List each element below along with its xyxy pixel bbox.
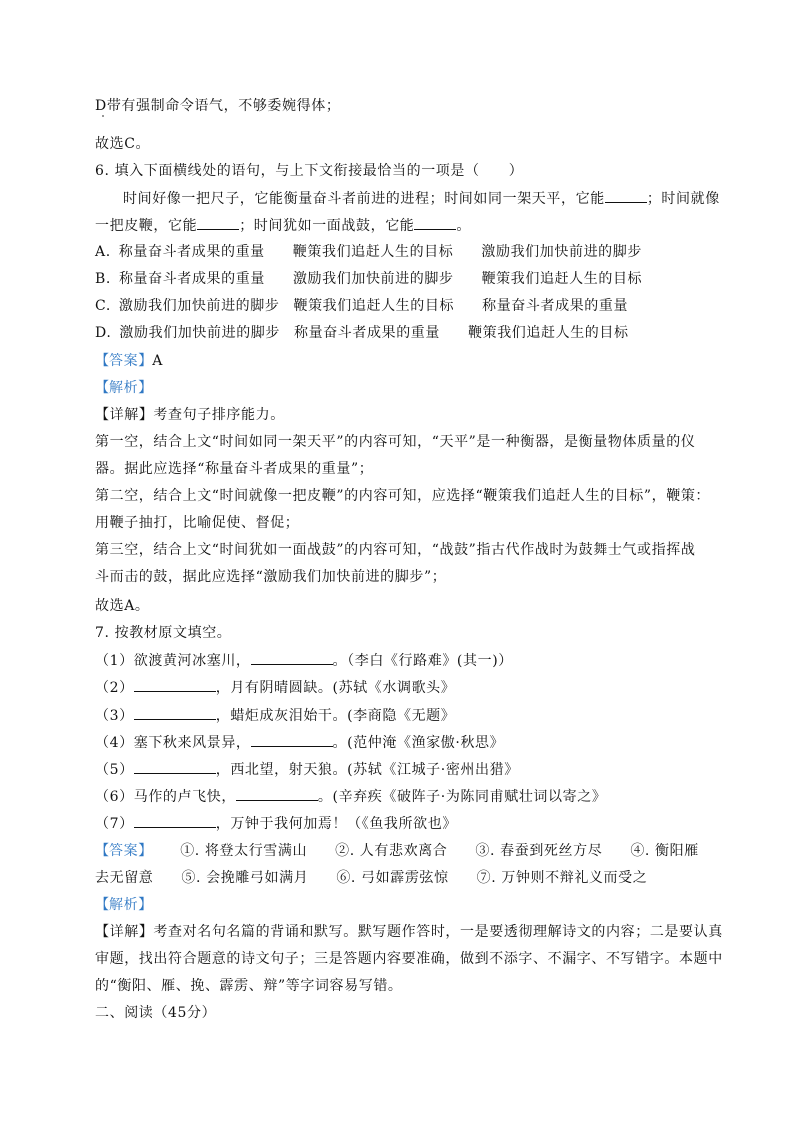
q6-blank-1 bbox=[605, 188, 647, 203]
q6-blank2-line2: 用鞭子抽打，比喻促使、督促； bbox=[95, 515, 300, 531]
q6-option-d: D. 激励我们加快前进的脚步 称量奋斗者成果的重量 鞭策我们追赶人生的目标 bbox=[95, 325, 629, 341]
q7-item-2: （2） ，月有阴晴圆缺。(苏轼《水调歌头》 bbox=[95, 677, 455, 698]
q6-blank2-line1: 第二空，结合上文“时间就像一把皮鞭”的内容可知，应选择“鞭策我们追赶人生的目标”，鞭策： bbox=[95, 488, 711, 504]
q6-blank-2 bbox=[197, 215, 239, 230]
q7-analysis-tag: 【解析】 bbox=[95, 897, 153, 913]
q6-blank-3 bbox=[414, 215, 456, 230]
q6-blank1-line1: 第一空，结合上文“时间如同一架天平”的内容可知，“天平”是一种衡器，是衡量物体质量的仪 bbox=[95, 434, 696, 450]
q6-stem: 6. 填入下面横线处的语句，与上下文衔接最恰当的一项是（ ） bbox=[95, 163, 524, 179]
section-title: 二、阅读（45分） bbox=[95, 1005, 217, 1021]
prev-d-note: D带有强制命令语气，不够委婉得体； bbox=[95, 98, 341, 114]
answer-tag: 【答案】 bbox=[95, 843, 153, 859]
detail-tag: 【详解】 bbox=[95, 407, 154, 423]
q7-blank-6 bbox=[236, 786, 318, 801]
q6-analysis-tag: 【解析】 bbox=[95, 380, 153, 396]
q6-blank1-line2: 器。据此应选择“称量奋斗者成果的重量”； bbox=[95, 461, 374, 477]
q6-conclusion: 故选A。 bbox=[95, 598, 150, 614]
q7-item-3: （3） ，蜡炬成灰泪始干。(李商隐《无题》 bbox=[95, 705, 455, 726]
q7-item-4: （4）塞下秋来风景异， 。(范仲淹《渔家傲·秋思》 bbox=[95, 732, 504, 753]
q7-detail-line1: 【详解】考查对名句名篇的背诵和默写。默写题作答时，一是要透彻理解诗文的内容；二是要认真 bbox=[95, 924, 723, 940]
prev-conclusion: 故选C。 bbox=[95, 136, 151, 152]
q6-passage-line2: 一把皮鞭，它能 ；时间犹如一面战鼓，它能 。 bbox=[95, 215, 471, 236]
q7-blank-7 bbox=[134, 813, 216, 828]
q7-item-1: （1）欲渡黄河冰塞川， 。（李白《行路难》(其一)） bbox=[95, 650, 513, 671]
q7-item-7: （7） ，万钟于我何加焉！（《鱼我所欲也》 bbox=[95, 813, 457, 834]
q6-blank3-line2: 斗而击的鼓，据此应选择“激励我们加快前进的脚步”； bbox=[95, 569, 447, 585]
q7-blank-4 bbox=[251, 732, 333, 747]
answer-tag: 【答案】 bbox=[95, 353, 153, 369]
q6-answer: 【答案】A bbox=[95, 353, 163, 369]
q7-blank-1 bbox=[251, 650, 333, 665]
q6-passage-line1: 时间好像一把尺子，它能衡量奋斗者前进的进程；时间如同一架天平，它能 ；时间就像 bbox=[123, 188, 720, 209]
q6-detail: 【详解】考查句子排序能力。 bbox=[95, 407, 285, 423]
q7-item-5: （5） ，西北望，射天狼。(苏轼《江城子·密州出猎》 bbox=[95, 759, 519, 780]
q6-option-b: B. 称量奋斗者成果的重量 激励我们加快前进的脚步 鞭策我们追赶人生的目标 bbox=[95, 271, 643, 287]
q7-item-6: （6）马作的卢飞快， 。(辛弃疾《破阵子·为陈同甫赋壮词以寄之》 bbox=[95, 786, 606, 807]
q7-blank-3 bbox=[134, 705, 216, 720]
q7-stem: 7. 按教材原文填空。 bbox=[95, 625, 232, 641]
q6-blank3-line1: 第三空，结合上文“时间犹如一面战鼓”的内容可知，“战鼓”指古代作战时为鼓舞士气或指挥战 bbox=[95, 542, 696, 558]
q6-option-c: C. 激励我们加快前进的脚步 鞭策我们追赶人生的目标 称量奋斗者成果的重量 bbox=[95, 298, 629, 314]
q7-blank-5 bbox=[134, 759, 216, 774]
q7-answer-line1: 【答案】 ①. 将登太行雪满山 ②. 人有悲欢离合 ③. 春蚕到死丝方尽 ④. 衡阳雁 bbox=[95, 843, 699, 859]
q7-blank-2 bbox=[134, 677, 216, 692]
detail-tag: 【详解】 bbox=[95, 924, 154, 940]
q7-detail-line2: 审题，找出符合题意的诗文句子；三是答题内容要准确，做到不添字、不漏字、不写错字。本题中 bbox=[95, 951, 723, 967]
q7-answer-line2: 去无留意 ⑤. 会挽雕弓如满月 ⑥. 弓如霹雳弦惊 ⑦. 万钟则不辩礼义而受之 bbox=[95, 870, 648, 886]
q7-detail-line3: 的“衡阳、雁、挽、霹雳、辩”等字词容易写错。 bbox=[95, 978, 403, 994]
q6-option-a: A. 称量奋斗者成果的重量 鞭策我们追赶人生的目标 激励我们加快前进的脚步 bbox=[95, 244, 642, 260]
stray-dot bbox=[102, 115, 104, 117]
